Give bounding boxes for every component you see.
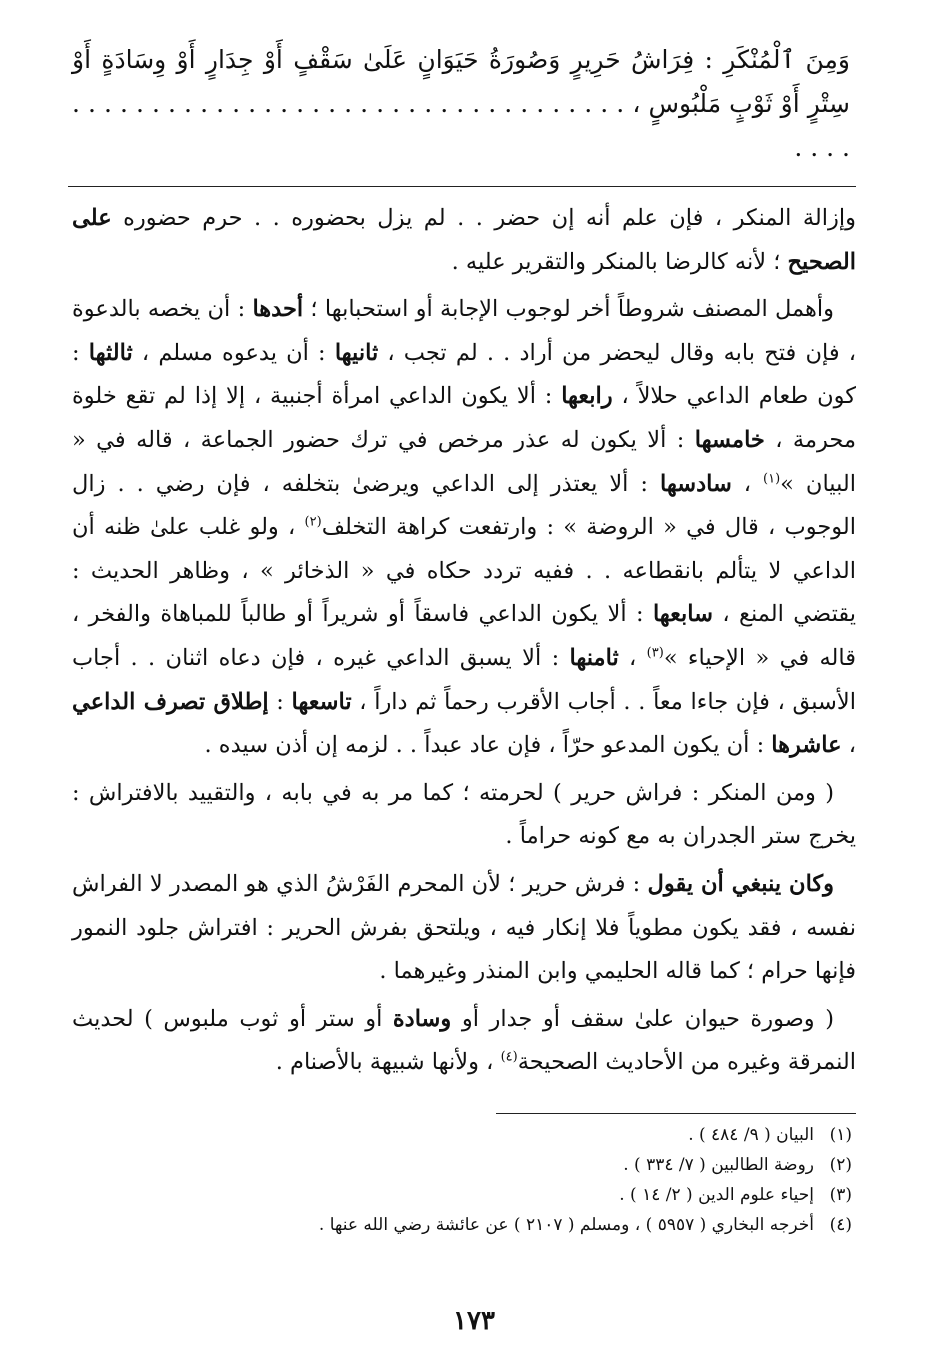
text-run: ؛ لأنه كالرضا بالمنكر والتقرير عليه . (451, 248, 788, 275)
commentary (72, 197, 856, 1085)
matn-separator (68, 186, 856, 187)
footnote-text: أخرجه البخاري ( ٥٩٥٧ ) ، ومسلم ( ٢١٠٧ ) عن عائشة رضي الله عنها . (318, 1214, 814, 1235)
text-run: : كون طعام الداعي حلالاً ، (72, 339, 856, 410)
paragraph-1 (72, 197, 856, 284)
footnote-ref[interactable]: (٢) (304, 514, 322, 530)
text-run: : أن يخصه بالدعوة ، فإن فتح بابه وقال ليحضر من أراد . . لم تجب ، (72, 296, 856, 366)
footnote-item (72, 1180, 852, 1210)
text-run: : ألا يكون الداعي فاسقاً أو شريراً أو طالباً للمباهاة والفخر ، قاله في « الإحياء » (72, 601, 856, 671)
text-run: : أن يدعوه مسلم ، (132, 339, 335, 366)
text-run: : فرش حرير ؛ لأن المحرم الفَرْشُ الذي هو المصدر لا الفراش نفسه ، فقد يكون مطوياً فلا إنكار فيه ، ويلتحق بفرش الحرير : افتراش جلود النمور فإنها حرام ؛ كما قاله الحليمي وابن المنذر وغيرهما . (72, 870, 856, 985)
footnote-number: (٣) (829, 1184, 852, 1205)
page-number: ١٧٣ (453, 1306, 495, 1336)
text-run: ، ولو غلب علىٰ ظنه أن الداعي لا يتألم بانقطاعه . . ففيه تردد حكاه في « الذخائر » ، وظاهر الحديث : يقتضي المنع ، (72, 514, 857, 628)
text-run: ، (618, 644, 647, 671)
footnote-item (72, 1150, 852, 1180)
matn-line: وَمِنَ ٱلْمُنْكَرِ : فِرَاشُ حَرِيرٍ وَصُورَةُ حَيَوَانٍ عَلَىٰ سَقْفٍ أَوْ جِدَارٍ أَوْ وِسَادَةٍ أَوْ سِتْرٍ أَوْ ثَوْبٍ مَلْبُوسٍ ، (72, 45, 851, 118)
paragraph-2 (72, 288, 856, 768)
text-run: ( وصورة حيوان علىٰ سقف أو جدار أو (451, 1005, 834, 1032)
bold-term: ثالثها (88, 339, 133, 366)
text-run: : ألا يسبق الداعي غيره ، فإن دعاه اثنان . . أجاب الأسبق ، فإن جاءا معاً . . أجاب الأقرب رحماً ثم داراً ، (72, 644, 856, 715)
footnote-number: (٢) (829, 1154, 852, 1175)
bold-term: سادسها (659, 470, 732, 497)
text-run: أو ستر أو ثوب ملبوس ) لحديث النمرقة وغيره من الأحاديث الصحيحة (72, 1005, 856, 1076)
text-run: ، (841, 732, 856, 759)
text-run: ، ولأنها شبيهة بالأصنام . (275, 1049, 501, 1076)
bold-term: رابعها (561, 383, 613, 410)
footnote-item (72, 1120, 852, 1150)
footnote-ref[interactable]: (١) (763, 471, 781, 487)
text-run: ، (731, 470, 764, 497)
bold-term: ثانيها (334, 339, 379, 366)
bold-term: وكان ينبغي أن يقول (647, 870, 834, 897)
footnotes (72, 1120, 856, 1240)
paragraph-5 (72, 998, 856, 1085)
text-run: : ألا يكون له عذر مرخص في ترك حضور الجماعة ، قاله في « البيان » (72, 426, 856, 497)
paragraph-3: ( ومن المنكر : فراش حرير ) لحرمته ؛ كما مر به في بابه ، والتقييد بالافتراش : يخرج ستر الجدران به مع كونه حراماً . (72, 779, 856, 850)
footnote-text: إحياء علوم الدين ( ٢/ ١٤ ) . (619, 1184, 814, 1205)
text-run: وإزالة المنكر ، فإن علم أنه إن حضر . . لم يزل بحضوره . . حرم حضوره (111, 205, 856, 231)
footnote-separator (496, 1113, 856, 1114)
footnote-ref[interactable]: (٣) (646, 645, 664, 661)
text-run: : أن يكون المدعو حرّاً ، فإن عاد عبداً . . لزمه إن أذن سيده . (204, 732, 772, 759)
bold-term: أحدها (252, 296, 304, 323)
footnote-text: روضة الطالبين ( ٧/ ٣٣٤ ) . (623, 1154, 814, 1175)
text-run: وأهمل المصنف شروطاً أخر لوجوب الإجابة أو استحبابها ؛ (303, 296, 834, 323)
bold-term: تاسعها (291, 688, 352, 715)
bold-term: عاشرها (771, 732, 842, 759)
bold-term: خامسها (694, 426, 765, 453)
bold-term: وسادة (392, 1005, 452, 1032)
matn-dots: . . . . . . . . . . . . . . . . . . . . . . . . . . . . . . . . . . . . . . . (72, 89, 850, 162)
matn-text (72, 38, 850, 170)
page-content (72, 38, 856, 1240)
text-run: : ألا يكون الداعي امرأة أجنبية ، إلا إذا لم تقع خلوة محرمة ، (72, 383, 857, 453)
footnote-text: البيان ( ٩/ ٤٨٤ ) . (688, 1124, 814, 1145)
text-run: : (268, 688, 292, 715)
footnote-number: (٤) (829, 1214, 852, 1235)
footnote-number: (١) (829, 1124, 852, 1145)
footnote-item (72, 1210, 852, 1240)
bold-term: على الصحيح (72, 205, 856, 275)
footnote-ref[interactable]: (٤) (500, 1049, 518, 1065)
bold-term: ثامنها (569, 644, 619, 671)
text-run: : ألا يعتذر إلى الداعي ويرضىٰ بتخلفه ، فإن رضي . . زال الوجوب ، قال في « الروضة » : وارتفعت كراهة التخلف (72, 470, 856, 541)
bold-term: إطلاق تصرف الداعي (72, 688, 269, 715)
bold-term: سابعها (652, 601, 713, 628)
paragraph-4 (72, 863, 856, 994)
